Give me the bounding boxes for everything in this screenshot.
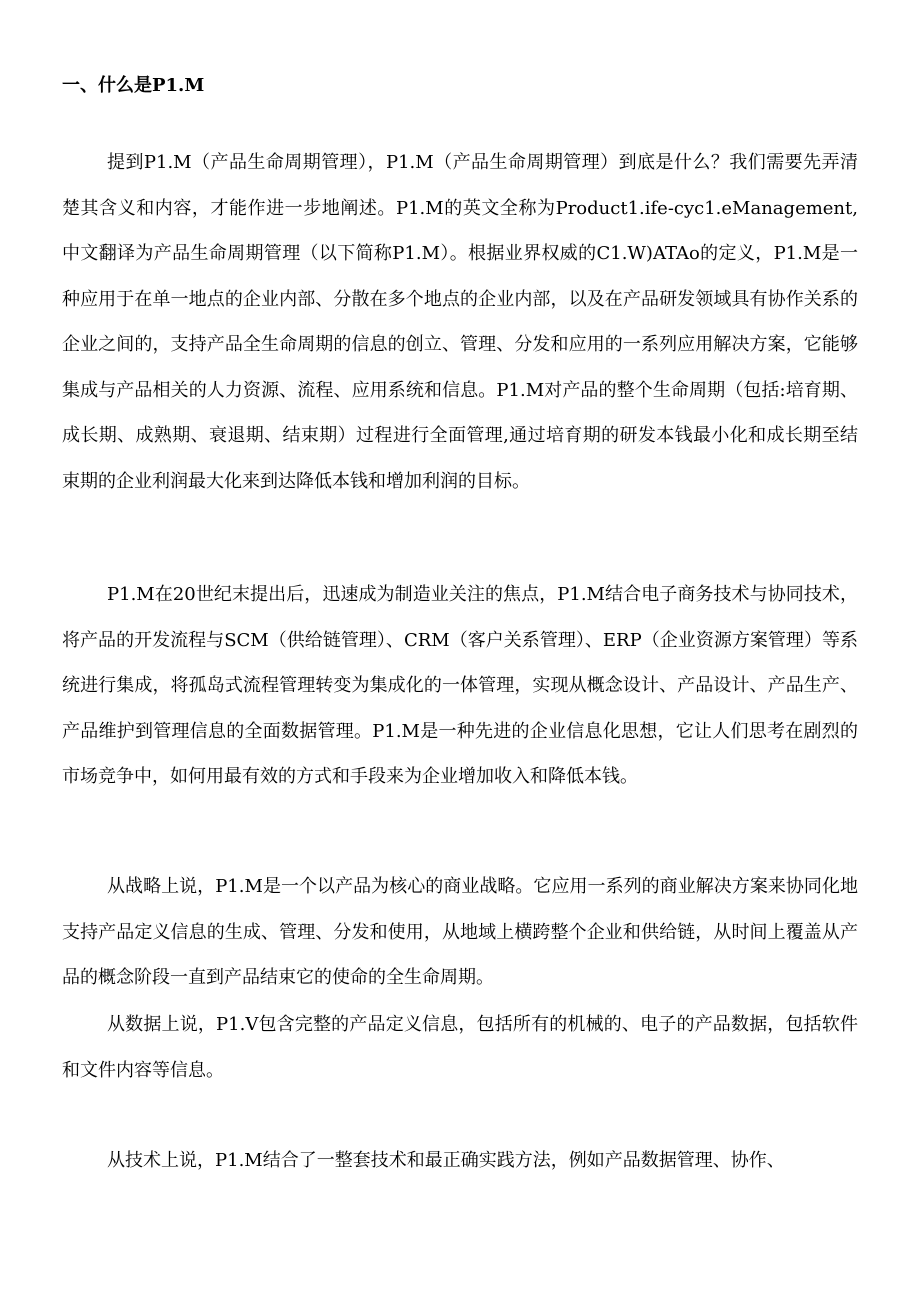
paragraph-technology: 从技术上说，P1.M结合了一整套技术和最正确实践方法，例如产品数据管理、协作、 — [107, 1150, 785, 1171]
paragraph-data: 从数据上说，P1.V包含完整的产品定义信息，包括所有的机械的、电子的产品数据，包括软件和文件内容等信息。 — [62, 1014, 858, 1081]
paragraph-history: P1.M在20世纪末提出后，迅速成为制造业关注的焦点，P1.M结合电子商务技术与协同技术，将产品的开发流程与SCM（供给链管理）、CRM（客户关系管理）、ERP（企业资源方案管理）等系统进行集成，将孤岛式流程管理转变为集成化的一体管理，实现从概念设计、产品设计、产品生产、产品维护到管理信息的全面数据管理。P1.M是一种先进的企业信息化思想，它让人们思考在剧烈的市场竞争中，如何用最有效的方式和手段来为企业增加收入和降低本钱。 — [62, 584, 858, 787]
paragraph-strategy: 从战略上说，P1.M是一个以产品为核心的商业战略。它应用一系列的商业解决方案来协同化地支持产品定义信息的生成、管理、分发和使用，从地域上横跨整个企业和供给链，从时间上覆盖从产品的概念阶段一直到产品结束它的使命的全生命周期。 — [62, 876, 858, 988]
paragraph-definition: 提到P1.M（产品生命周期管理），P1.M（产品生命周期管理）到底是什么？我们需要先弄清楚其含义和内容，才能作进一步地阐述。P1.M的英文全称为Product1.ife-cyc1.eManagement,中文翻译为产品生命周期管理（以下简称P1.M）。根据业界权威的C1.W)ATAo的定义，P1.M是一种应用于在单一地点的企业内部、分散在多个地点的企业内部，以及在产品研发领域具有协作关系的企业之间的，支持产品全生命周期的信息的创立、管理、分发和应用的一系列应用解决方案，它能够集成与产品相关的人力资源、流程、应用系统和信息。P1.M对产品的整个生命周期（包括:培育期、成长期、成熟期、衰退期、结束期）过程进行全面管理,通过培育期的研发本钱最小化和成长期至结束期的企业利润最大化来到达降低本钱和增加利润的目标。 — [62, 152, 858, 492]
section-heading: 一、什么是P1.M — [62, 75, 205, 96]
